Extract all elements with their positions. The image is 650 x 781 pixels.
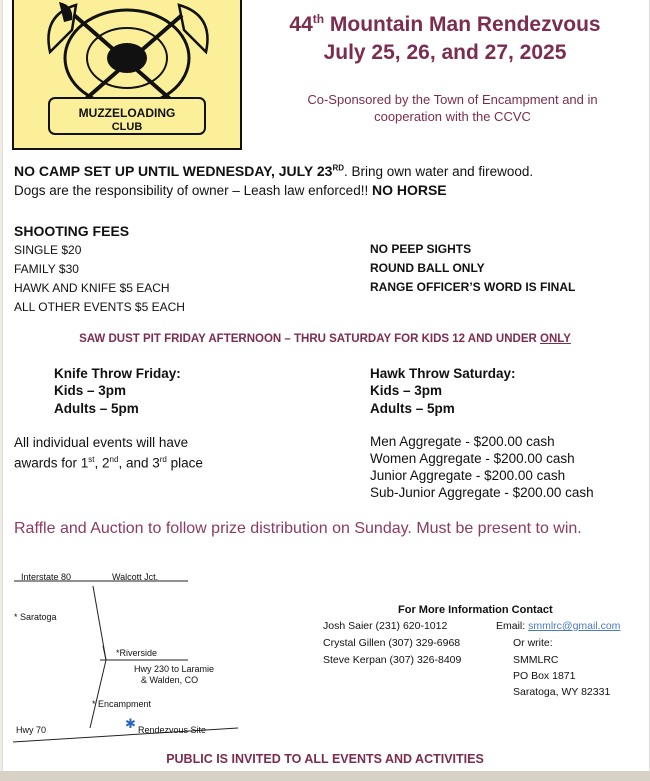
map-label-riverside: *Riverside <box>116 648 158 658</box>
camp-notice: NO CAMP SET UP UNTIL WEDNESDAY, JULY 23RD. Bring own water and firewood. <box>14 163 534 179</box>
club-logo <box>12 0 242 150</box>
awards-text: All individual events will have awards for 1st, 2nd, and 3rd place <box>14 435 203 471</box>
shooting-fees-heading: SHOOTING FEES <box>14 223 130 239</box>
knife-kids-time: Kids – 3pm <box>54 383 127 398</box>
map-site-star-icon: ✱ <box>125 716 136 731</box>
rule-item: RANGE OFFICER’S WORD IS FINAL <box>370 280 576 294</box>
hawk-throw-title: Hawk Throw Saturday: <box>370 366 516 381</box>
email-link[interactable]: smmlrc@gmail.com <box>528 620 621 632</box>
map-label-walcott: Walcott Jct. <box>112 572 159 582</box>
map-label-hwy230: Hwy 230 to Laramie <box>134 664 215 674</box>
map-label-saratoga: * Saratoga <box>14 612 57 622</box>
cosponsor-text: Co-Sponsored by the Town of Encampment and in cooperation with the CCVC <box>307 92 598 124</box>
fee-item: SINGLE $20 <box>14 243 82 257</box>
email-line: Email: smmlrc@gmail.com <box>496 620 621 632</box>
rule-item: NO PEEP SIGHTS <box>370 242 472 256</box>
map-label-hwy70: Hwy 70 <box>16 725 47 735</box>
write-line: PO Box 1871 <box>513 670 576 682</box>
rule-item: ROUND BALL ONLY <box>370 261 485 275</box>
sawdust-pit-notice: SAW DUST PIT FRIDAY AFTERNOON – THRU SATURDAY FOR KIDS 12 AND UNDER ONLY <box>79 333 571 345</box>
dogs-notice: Dogs are the responsibility of owner – Leash law enforced!! NO HORSE <box>14 182 447 198</box>
aggregate-prize: Junior Aggregate - $200.00 cash <box>370 468 566 483</box>
contact-person: Josh Saier (231) 620-1012 <box>323 620 448 632</box>
logo-text-line1: MUZZELOADING <box>78 106 176 120</box>
contact-person: Steve Kerpan (307) 326-8409 <box>323 654 462 666</box>
map-label-site: Rendezvous Site <box>138 725 207 735</box>
aggregate-prize: Women Aggregate - $200.00 cash <box>370 451 575 466</box>
hawk-kids-time: Kids – 3pm <box>370 383 443 398</box>
write-line: Or write: <box>513 637 553 649</box>
raffle-notice: Raffle and Auction to follow prize distribution on Sunday. Must be present to win. <box>14 520 582 537</box>
fee-item: HAWK AND KNIFE $5 EACH <box>14 281 170 295</box>
fee-item: FAMILY $30 <box>14 262 79 276</box>
aggregate-prize: Sub-Junior Aggregate - $200.00 cash <box>370 485 594 500</box>
bottom-band <box>0 771 650 781</box>
map-label-encampment: * Encampment <box>92 699 152 709</box>
knife-adults-time: Adults – 5pm <box>54 401 139 416</box>
logo-text-line2: CLUB <box>111 121 143 133</box>
public-invite-footer: PUBLIC IS INVITED TO ALL EVENTS AND ACTIVITIES <box>166 752 484 766</box>
hawk-adults-time: Adults – 5pm <box>370 401 455 416</box>
map-label-interstate: Interstate 80 <box>21 572 72 582</box>
fee-item: ALL OTHER EVENTS $5 EACH <box>14 300 185 314</box>
aggregate-prize: Men Aggregate - $200.00 cash <box>370 434 555 449</box>
map-label-hwy230b: & Walden, CO <box>141 675 199 685</box>
write-line: SMMLRC <box>513 654 559 666</box>
contact-person: Crystal Gillen (307) 329-6968 <box>323 637 461 649</box>
write-line: Saratoga, WY 82331 <box>513 686 611 698</box>
event-dates: July 25, 26, and 27, 2025 <box>323 41 567 64</box>
knife-throw-title: Knife Throw Friday: <box>54 366 181 381</box>
contact-heading: For More Information Contact <box>398 604 553 616</box>
page-title: 44th Mountain Man Rendezvous <box>289 12 601 36</box>
